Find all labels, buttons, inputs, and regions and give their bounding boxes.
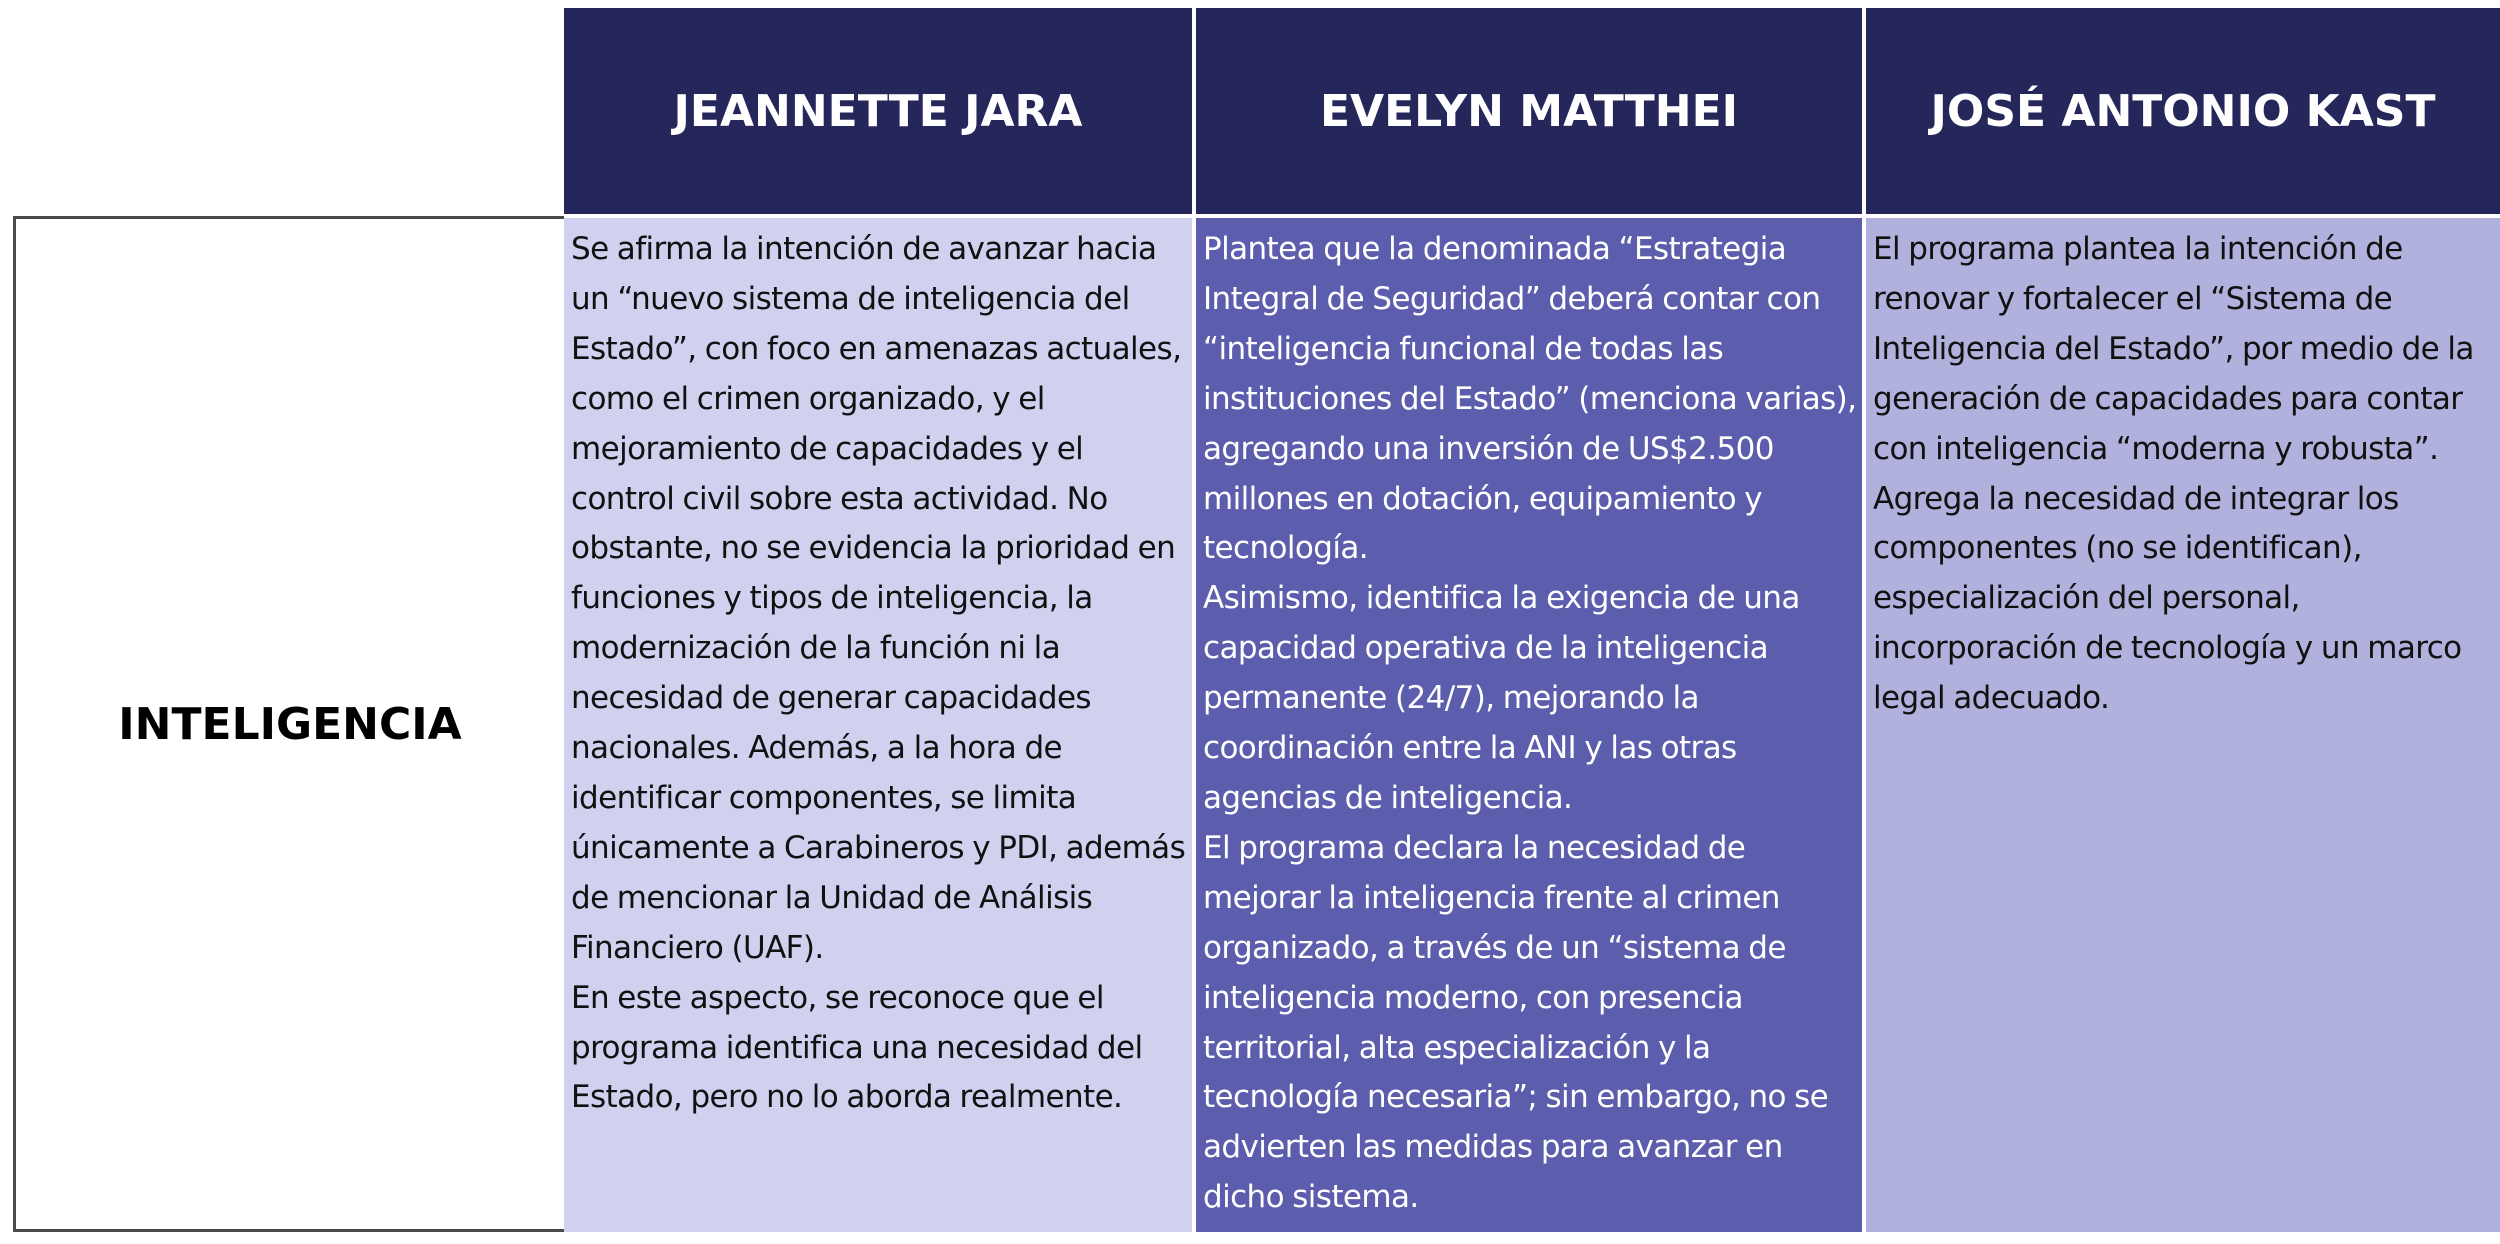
cell-paragraph: Asimismo, identifica la exigencia de una capacidad operativa de la inteligencia permanente (24/7), mejorando la coordinación entre la ANI y las otras agencias de inteligencia. [1203,580,1800,816]
cell-paragraph: Plantea que la denominada “Estrategia Integral de Seguridad” deberá contar con “inteligencia funcional de todas las instituciones del Estado” (menciona varias), agregando una inversión de US$2.500 millones en dotación, equipamiento y tecnología. [1203,231,1857,567]
row-label-text: INTELIGENCIA [118,698,462,750]
cell-paragraph: Agrega la necesidad de integrar los componentes (no se identifican), especialización del personal, incorporación de tecnología y un marco legal adecuado. [1873,480,2462,717]
row-label-inteligencia [13,216,564,1232]
cell-paragraph: En este aspecto, se reconoce que el programa identifica una necesidad del Estado, pero no lo aborda realmente. [571,979,1143,1116]
cell-paragraph: El programa plantea la intención de renovar y fortalecer el “Sistema de Inteligencia del Estado”, por medio de la generación de capacidades para contar con inteligencia “moderna y robusta”. [1873,231,2474,467]
header-label: JEANNETTE JARA [673,85,1083,137]
cell-paragraph: El programa declara la necesidad de mejorar la inteligencia frente al crimen organizado, a través de un “sistema de inteligencia moderno, con presencia territorial, alta especialización y la tecnología necesaria”; sin embargo, no se advierten las medidas para avanzar en dicho sistema. [1203,829,1829,1216]
cell-paragraph: Se afirma la intención de avanzar hacia un “nuevo sistema de inteligencia del Estado”, con foco en amenazas actuales, como el crimen organizado, y el mejoramiento de capacidades y el control civil sobre esta actividad. No obstante, no se evidencia la prioridad en funciones y tipos de inteligencia, la modernización de la función ni la necesidad de generar capacidades nacionales. Además, a la hora de identificar componentes, se limita únicamente a Carabineros y PDI, además de mencionar la Unidad de Análisis Financiero (UAF). [571,231,1186,966]
header-jeannette-jara [564,8,1192,214]
cell-jara-inteligencia [564,218,1192,1232]
cell-matthei-inteligencia [1196,218,1862,1232]
header-label: JOSÉ ANTONIO KAST [1930,85,2436,137]
header-jose-antonio-kast [1866,8,2500,214]
cell-kast-inteligencia [1866,218,2500,1232]
header-label: EVELYN MATTHEI [1319,85,1739,137]
header-evelyn-matthei [1196,8,1862,214]
